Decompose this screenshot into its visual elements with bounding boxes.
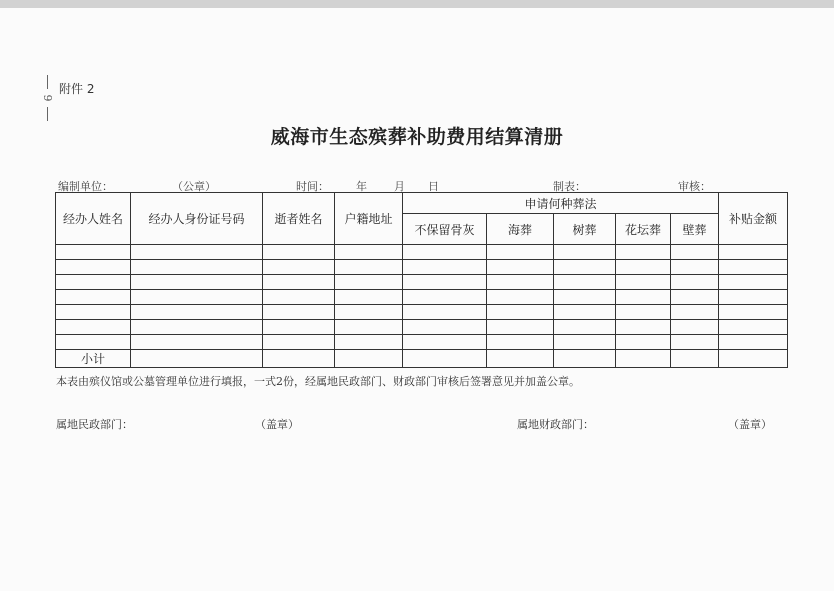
col-agent-id: 经办人身份证号码 (131, 193, 263, 245)
attachment-label: 附件 2 (59, 82, 95, 96)
month-label: 月 (394, 180, 405, 193)
form-note: 本表由殡仪馆或公墓管理单位进行填报，一式2份，经属地民政部门、财政部门审核后签署意见并加盖公章。 (56, 375, 580, 388)
col-sea-burial: 海葬 (487, 214, 554, 245)
col-subsidy-amount: 补贴金额 (719, 193, 788, 245)
table-row (56, 275, 788, 290)
table-row (56, 305, 788, 320)
page-number (40, 75, 54, 121)
compiling-unit-label: 编制单位： (58, 180, 113, 193)
day-label: 日 (428, 180, 439, 193)
reviewer-label: 审核： (678, 180, 711, 193)
col-agent-name: 经办人姓名 (56, 193, 131, 245)
civil-affairs-dept-label: 属地民政部门： (56, 418, 133, 431)
col-household-address: 户籍地址 (335, 193, 403, 245)
time-label: 时间： (296, 180, 329, 193)
civil-affairs-seal-hint: （盖章） (255, 418, 299, 431)
year-label: 年 (356, 180, 367, 193)
subtotal-row (56, 350, 788, 368)
table-row (56, 320, 788, 335)
subtotal-label: 小计 (56, 350, 131, 368)
finance-dept-label: 属地财政部门： (517, 418, 594, 431)
col-no-ashes: 不保留骨灰 (403, 214, 487, 245)
preparer-label: 制表： (553, 180, 586, 193)
table-row (56, 245, 788, 260)
col-deceased-name: 逝者姓名 (263, 193, 335, 245)
col-tree-burial: 树葬 (554, 214, 616, 245)
page-number-value: 9 (41, 94, 54, 102)
table-row (56, 335, 788, 350)
settlement-table (55, 192, 788, 368)
document-title: 威海市生态殡葬补助费用结算清册 (270, 126, 564, 148)
table-row (56, 260, 788, 275)
finance-seal-hint: （盖章） (728, 418, 772, 431)
page-number-rule-top (47, 75, 48, 89)
col-wall-burial: 壁葬 (671, 214, 719, 245)
table-row (56, 290, 788, 305)
col-burial-method-group: 申请何种葬法 (403, 193, 719, 214)
col-flower-bed-burial: 花坛葬 (616, 214, 671, 245)
official-seal-hint: （公章） (172, 180, 216, 193)
scan-top-edge (0, 0, 834, 8)
page-number-rule-bottom (47, 107, 48, 121)
